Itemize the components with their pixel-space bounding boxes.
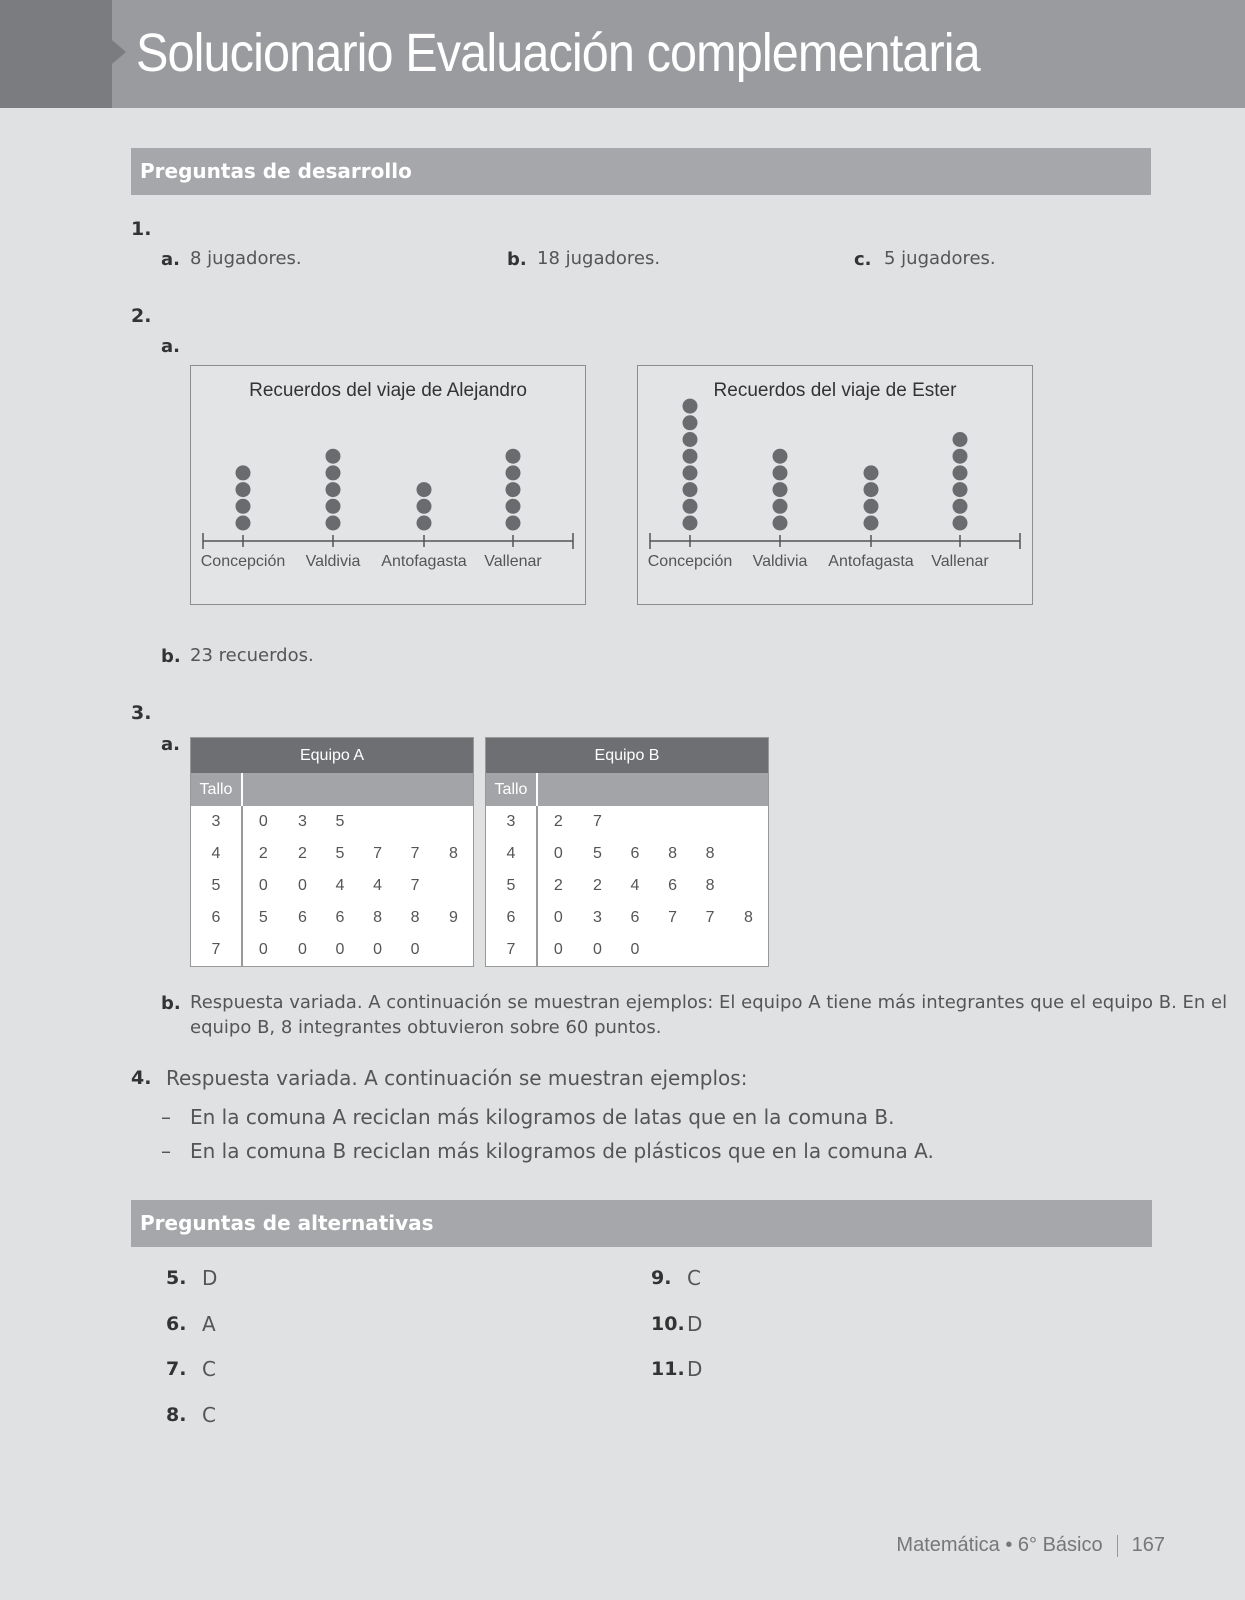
chart-title: Recuerdos del viaje de Alejandro [249,380,527,401]
table-row [191,934,474,967]
leaf-cell: 0 [242,806,284,838]
tick-label: Concepción [200,553,286,570]
answer-letter: D [687,1357,703,1381]
bullet-dash: – [161,1105,171,1129]
leaf-cell [434,934,474,967]
footer-divider [1117,1535,1118,1557]
stem-header: Tallo [191,773,243,806]
answer-number: 5. [166,1267,187,1289]
table-row [486,838,769,870]
leaf-cell [396,806,434,838]
chart-title: Recuerdos del viaje de Ester [713,380,957,401]
stem-cell: 6 [486,902,538,934]
table-row [486,806,769,838]
leaf-cell: 6 [616,902,654,934]
dot-mark [236,499,251,514]
question-number: 3. [131,702,152,724]
bullet-item: En la comuna A reciclan más kilogramos de latas que en la comuna B. [190,1105,895,1129]
dot-plot-svg [638,366,1034,606]
leaf-cell: 2 [537,870,579,902]
dot-mark [683,499,698,514]
leaf-cell: 0 [321,934,359,967]
dot-plot-ester [637,365,1033,605]
leaf-cell: 7 [396,870,434,902]
tick-label: Antofagasta [381,553,467,570]
leaf-cell: 0 [537,934,579,967]
answer-number: 7. [166,1358,187,1380]
leaf-cell: 0 [537,902,579,934]
leaf-cell [654,934,692,967]
leaf-cell: 0 [242,934,284,967]
dot-mark [326,516,341,531]
dot-plot-svg [191,366,587,606]
page-number: 167 [1131,1534,1165,1556]
leaf-cell: 7 [579,806,617,838]
leaf-cell: 8 [396,902,434,934]
stem-leaf-table-b [485,737,769,967]
answer-letter: D [202,1266,218,1290]
dot-mark [953,465,968,480]
dot-mark [864,499,879,514]
leaf-cell [729,838,769,870]
leaf-cell [729,870,769,902]
table-row [191,838,474,870]
answer-number: 6. [166,1313,187,1335]
leaf-cell [616,806,654,838]
leaf-cell: 0 [537,838,579,870]
leaf-cell: 0 [616,934,654,967]
leaf-cell: 0 [359,934,397,967]
answer-number: 10. [651,1313,685,1335]
answer-text: 18 jugadores. [537,248,661,269]
dot-mark [326,449,341,464]
table-row [486,902,769,934]
bullet-item: En la comuna B reciclan más kilogramos de plásticos que en la comuna A. [190,1139,934,1163]
stem-cell: 7 [486,934,538,967]
leaf-cell [729,934,769,967]
dot-mark [326,465,341,480]
leaf-cell: 8 [729,902,769,934]
stem-header: Tallo [486,773,538,806]
leaf-cell: 7 [359,838,397,870]
dot-plot-alejandro [190,365,586,605]
header-arrow-icon [112,40,126,64]
dot-mark [417,516,432,531]
dot-mark [683,432,698,447]
answer-letter: C [202,1403,216,1427]
leaf-cell: 0 [284,870,322,902]
leaf-cell: 4 [321,870,359,902]
leaf-cell: 3 [579,902,617,934]
dot-mark [683,482,698,497]
dot-mark [236,482,251,497]
subitem-label: b. [161,993,181,1014]
leaf-cell [359,806,397,838]
tick-label: Vallenar [931,553,989,570]
dot-mark [864,516,879,531]
answer-letter: C [687,1266,701,1290]
dot-mark [683,415,698,430]
dot-mark [773,516,788,531]
tick-label: Antofagasta [828,553,914,570]
leaf-cell: 7 [654,902,692,934]
stem-cell: 3 [191,806,243,838]
answer-number: 8. [166,1404,187,1426]
dot-mark [506,482,521,497]
team-header: Equipo B [486,738,769,774]
dot-mark [506,465,521,480]
answer-text: 23 recuerdos. [190,645,314,666]
leaf-cell: 2 [242,838,284,870]
dot-mark [683,399,698,414]
dot-mark [953,432,968,447]
leaf-cell: 7 [691,902,729,934]
question-number: 2. [131,305,152,327]
page-header [0,0,1245,108]
leaf-cell: 8 [691,870,729,902]
dot-mark [953,482,968,497]
section-title-desarrollo: Preguntas de desarrollo [131,148,1151,195]
dot-mark [506,516,521,531]
page-footer [896,1534,1165,1557]
dot-mark [417,482,432,497]
leaf-cell [434,806,474,838]
table-row [486,934,769,967]
stem-cell: 6 [191,902,243,934]
leaf-cell: 5 [321,806,359,838]
leaf-cell: 8 [434,838,474,870]
answer-number: 9. [651,1267,672,1289]
leaf-cell: 0 [396,934,434,967]
leaf-cell: 2 [579,870,617,902]
dot-mark [506,499,521,514]
leaf-cell: 6 [284,902,322,934]
leaf-cell: 8 [691,838,729,870]
answer-letter: A [202,1312,216,1336]
answer-text-line: Respuesta variada. A continuación se muestran ejemplos: El equipo A tiene más integrantes que el equipo B. En el [190,992,1228,1013]
header-tab [0,0,112,108]
stem-cell: 4 [191,838,243,870]
bullet-dash: – [161,1139,171,1163]
leaf-cell: 7 [396,838,434,870]
dot-mark [953,516,968,531]
answer-number: 11. [651,1358,685,1380]
dot-mark [417,499,432,514]
leaf-cell: 5 [242,902,284,934]
leaf-cell: 0 [579,934,617,967]
question-number: 4. [131,1067,152,1089]
dot-mark [236,465,251,480]
leaf-cell: 5 [579,838,617,870]
leaf-cell [654,806,692,838]
leaf-cell: 6 [654,870,692,902]
stem-cell: 3 [486,806,538,838]
subitem-label: a. [161,734,180,755]
tick-label: Vallenar [484,553,542,570]
question-number: 1. [131,218,152,240]
tick-label: Valdivia [305,553,361,570]
dot-mark [683,449,698,464]
answer-letter: D [687,1312,703,1336]
leaf-cell [434,870,474,902]
stem-cell: 4 [486,838,538,870]
leaf-cell: 8 [359,902,397,934]
dot-mark [683,516,698,531]
dot-mark [773,465,788,480]
table-row [191,902,474,934]
footer-subject: Matemática • 6° Básico [896,1534,1103,1556]
dot-mark [864,482,879,497]
leaf-cell: 2 [537,806,579,838]
leaf-cell: 0 [242,870,284,902]
dot-mark [683,465,698,480]
leaf-cell: 2 [284,838,322,870]
dot-mark [236,516,251,531]
section-title-alternativas: Preguntas de alternativas [131,1200,1152,1247]
leaf-cell: 0 [284,934,322,967]
dot-mark [326,499,341,514]
dot-mark [864,465,879,480]
leaf-cell [691,806,729,838]
dot-mark [953,449,968,464]
stem-cell: 7 [191,934,243,967]
table-row [191,806,474,838]
table-row [486,870,769,902]
tick-label: Concepción [647,553,733,570]
subitem-label: b. [161,646,181,667]
answer-text-line: equipo B, 8 integrantes obtuvieron sobre 60 puntos. [190,1017,662,1038]
answer-text: 8 jugadores. [190,248,302,269]
subitem-label: a. [161,336,180,357]
leaf-cell: 6 [321,902,359,934]
stem-leaf-table-a [190,737,474,967]
leaf-cell: 4 [616,870,654,902]
dot-mark [773,482,788,497]
leaf-cell [729,806,769,838]
leaf-cell: 6 [616,838,654,870]
dot-mark [326,482,341,497]
leaf-cell [691,934,729,967]
page-title: Solucionario Evaluación complementaria [136,23,980,83]
answer-text: Respuesta variada. A continuación se muestran ejemplos: [166,1066,748,1090]
leaf-cell: 5 [321,838,359,870]
stem-cell: 5 [191,870,243,902]
subitem-label: a. [161,249,180,270]
answer-text: 5 jugadores. [884,248,996,269]
dot-mark [773,449,788,464]
leaf-cell: 4 [359,870,397,902]
table-row [191,870,474,902]
stem-cell: 5 [486,870,538,902]
leaf-cell: 8 [654,838,692,870]
dot-mark [953,499,968,514]
tick-label: Valdivia [752,553,808,570]
dot-mark [506,449,521,464]
dot-mark [773,499,788,514]
leaf-cell: 3 [284,806,322,838]
leaf-cell: 9 [434,902,474,934]
subitem-label: c. [854,249,872,270]
subitem-label: b. [507,249,527,270]
answer-letter: C [202,1357,216,1381]
team-header: Equipo A [191,738,474,774]
